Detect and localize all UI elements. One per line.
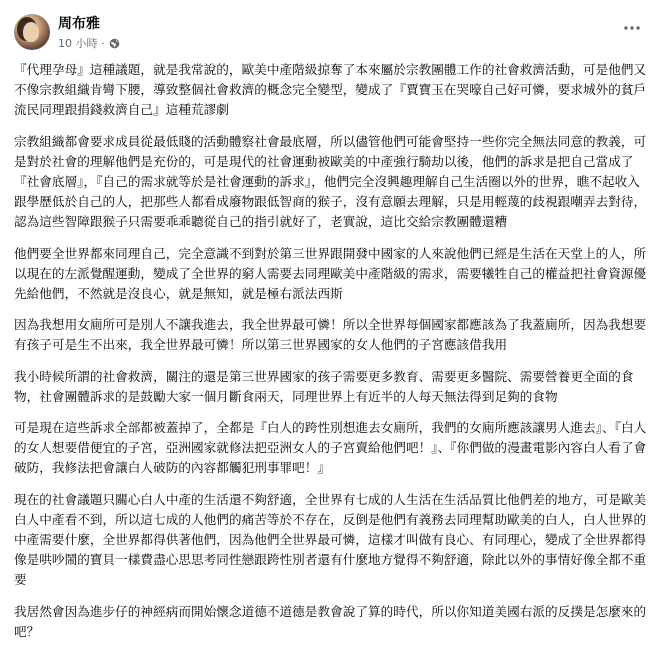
post-paragraph: 因為我想用女廁所可是別人不讓我進去，我全世界最可憐！所以全世界每個國家都應該為了我蓋廁所，因為我想要有孩子可是生不出來，我全世界最可憐！所以第三世界國家的女人他們的子宮應該借我用	[14, 317, 647, 353]
more-horizontal-icon[interactable]	[622, 18, 642, 38]
post-paragraph: 他們要全世界都來同理自己，完全意識不到對於第三世界跟開發中國家的人來說他們已經是生活在天堂上的人，所以現在的左派覺醒運動，變成了全世界的窮人需要去同理歐美中產階級的需求，需要犧牲自己的權益把社會資源優先給他們，不然就是沒良心，就是無知，就是極右派法西斯	[14, 245, 647, 302]
avatar[interactable]	[14, 14, 50, 50]
post-meta	[58, 35, 120, 51]
post-paragraph: 我居然會因為進步仔的神經病而開始懷念道德不道德是教會說了算的時代，所以你知道美國右派的反撲是怎麼來的吧？	[14, 603, 647, 639]
post-timestamp[interactable]: 10 小時 ·	[58, 37, 105, 50]
post-body	[14, 60, 648, 653]
author-name[interactable]: 周布雅	[58, 16, 100, 32]
post-paragraph: 宗教組織都會要求成員從最低賤的活動體察社會最底層，所以儘管他們可能會堅持一些你完全無法同意的教義，可是對於社會的理解他們是充份的，可是現代的社會運動被歐美的中產強行騎劫以後，他們的訴求是把自己當成了『社會底層』，『自己的需求就等於是社會運動的訴求』，他們完全沒興趣理解自己生活圈以外的世界，瞧不起收入跟學歷低於自己的人，把那些人都看成廢物跟低智商的猴子，沒有意願去理解，只是用輕蔑的歧視跟嘲弄去對待，認為這些智障跟猴子只需要乖乖聽從自己的指引就好了，老實說，這比交給宗教團體還糟	[14, 133, 647, 230]
post-paragraph: 可是現在這些訴求全部都被蓋掉了，全都是『白人的跨性別想進去女廁所，我們的女廁所應該讓男人進去』、『白人的女人想要借便宜的子宮，亞洲國家就修法把亞洲女人的子宮賣給他們吧！』、『你們做的漫畫電影內容白人看了會破防，我修法把會讓白人破防的內容都觸犯刑事罪吧！』	[14, 420, 647, 476]
post-header	[0, 0, 660, 56]
globe-icon	[109, 38, 120, 49]
post-paragraph: 『代理孕母』這種議題，就是我常說的，歐美中產階級掠奪了本來屬於宗教團體工作的社會救濟活動，可是他們又不像宗教組織肯彎下腰，導致整個社會救濟的概念完全變型，變成了『賈寶玉在哭嚎自己好可憐，要求城外的貧戶流民同理跟捐錢救濟自己』這種荒謬劇	[14, 62, 647, 118]
post-paragraph: 現在的社會議題只關心白人中產的生活還不夠舒適，全世界有七成的人生活在生活品質比他們差的地方，可是歐美白人中產看不到，所以這七成的人他們的痛苦等於不存在，反倒是他們有義務去同理幫助歐美的白人，白人世界的中產需要什麼，全世界都得供著他們，因為他們全世界最可憐，這樣才叫做有良心、有同理心，變成了全世界都得像是哄吵鬧的寶貝一樣費盡心思思考同性戀跟跨性別者還有什麼地方覺得不夠舒適，除此以外的事情好像全都不重要	[14, 491, 647, 588]
avatar-portrait	[23, 22, 39, 42]
post-paragraph: 我小時候所謂的社會救濟，關注的還是第三世界國家的孩子需要更多教育、需要更多醫院、需要營養更全面的食物，社會團體訴求的是鼓勵大家一個月斷食兩天，同理世界上有近半的人每天無法得到足夠的食物	[14, 368, 634, 404]
